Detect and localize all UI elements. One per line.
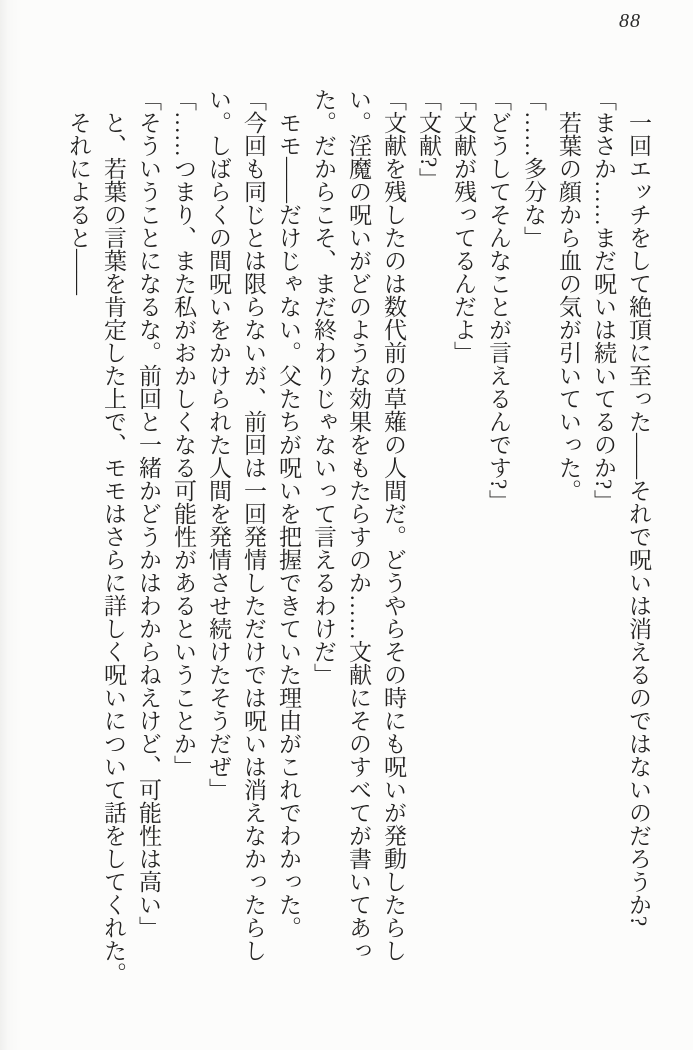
text-line: 「そういうことになるな。前回と一緒かどうかはわからねえけど、可能性は高い」	[136, 88, 161, 939]
text-block	[61, 88, 656, 1018]
text-line: い。しばらくの間呪いをかけられた人間を発情させ続けたそうだぜ」	[206, 88, 231, 801]
text-line: 「文献?」	[416, 88, 441, 191]
text-line: い。淫魔の呪いがどのような効果をもたらすのか……文献にそのすべてが書いてあっ	[346, 88, 371, 962]
text-line: 「どうしてそんなことが言えるんです?」	[486, 88, 511, 513]
text-line: モモ——だけじゃない。父たちが呪いを把握できていた理由がこれでわかった。	[276, 111, 301, 939]
text-line: 一回エッチをして絶頂に至った——それで呪いは消えるのではないのだろうか?	[626, 111, 651, 927]
text-line: 若葉の顔から血の気が引いていった。	[556, 111, 581, 502]
text-line: 「文献を残したのは数代前の草薙の人間だ。どうやらその時にも呪いが発動したらし	[381, 88, 406, 962]
text-line: 「まさか……まだ呪いは続いてるのか?」	[591, 88, 616, 513]
text-line: 「……つまり、また私がおかしくなる可能性があるということか」	[171, 88, 196, 778]
text-line: た。だからこそ、まだ終わりじゃないって言えるわけだ」	[311, 88, 336, 686]
text-line: 「今回も同じとは限らないが、前回は一回発情しただけでは呪いは消えなかったらし	[241, 88, 266, 962]
page-number: 88	[619, 10, 641, 32]
text-line: と、若葉の言葉を肯定した上で、モモはさらに詳しく呪いについて話をしてくれた。	[101, 111, 126, 985]
text-line: 「……多分な」	[521, 88, 546, 249]
text-line: 「文献が残ってるんだよ」	[451, 88, 476, 364]
text-line: それによると——	[66, 111, 91, 295]
